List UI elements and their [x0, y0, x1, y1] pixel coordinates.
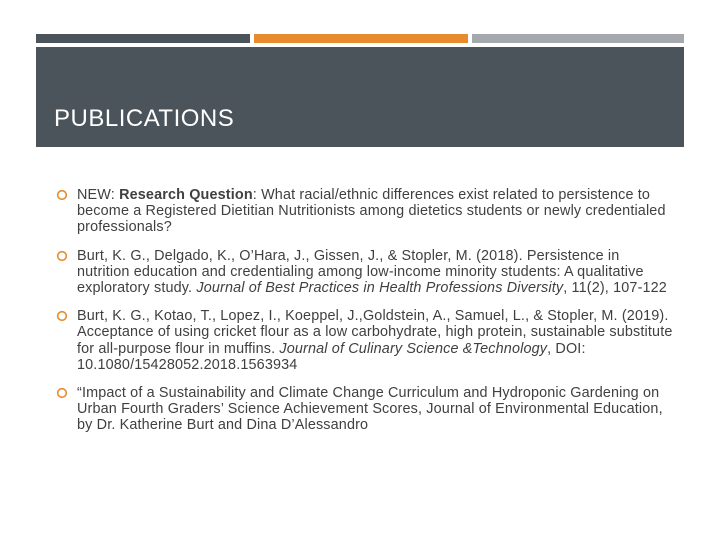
text-segment: Journal of Culinary Science &Technology [279, 340, 548, 357]
hollow-circle-bullet-icon [56, 188, 68, 202]
publication-item [56, 187, 676, 236]
text-segment: Research Question [119, 187, 253, 203]
publication-item [56, 248, 676, 297]
publication-text [77, 187, 666, 235]
text-segment: Burt, K. G., Delgado, K., O’Hara, J., Gissen, J., & Stopler, M. (2018). Persistence in nutrition education and credentialing among low-income minority students: A qualitative exploratory study. [77, 247, 644, 297]
text-segment: Journal of Best Practices in Health Professions Diversity [196, 280, 564, 297]
hollow-circle-bullet-icon [56, 309, 68, 323]
publication-text [77, 248, 667, 296]
hollow-circle-bullet-icon [56, 249, 68, 263]
hollow-circle-bullet-icon [56, 386, 68, 400]
slide-title: PUBLICATIONS [54, 105, 235, 132]
accent-bar-orange [254, 34, 468, 43]
top-accent-bars [36, 34, 684, 43]
publication-item [56, 308, 676, 373]
text-segment: Burt, K. G., Kotao, T., Lopez, I., Koeppel, J.,Goldstein, A., Samuel, L., & Stopler, M. (2019). Acceptance of using cricket flour as a low carbohydrate, high protein, sustainable substitute for all-purpose flour in muffins. [77, 308, 673, 357]
text-segment: , DOI: 10.1080/15428052.2018.1563934 [77, 340, 586, 373]
text-segment: NEW: [77, 187, 120, 203]
accent-bar-gray [472, 34, 684, 43]
publication-text [77, 308, 673, 373]
text-segment: “Impact of a Sustainability and Climate Change Curriculum and Hydroponic Gardening on Urban Fourth Graders’ Science Achievement Scores, Journal of Environmental Education, by Dr. Katherine Burt and Dina D’Alessandro [77, 385, 663, 434]
text-segment: : What racial/ethnic differences exist related to persistence to become a Registered Dietitian Nutritionists among dietetics students or newly credentialed professionals? [77, 187, 666, 236]
text-segment: , 11(2), 107-122 [563, 280, 667, 297]
publication-list [56, 187, 676, 446]
title-band [36, 47, 684, 147]
publication-text [77, 385, 663, 433]
accent-bar-dark [36, 34, 250, 43]
publication-item [56, 385, 676, 434]
